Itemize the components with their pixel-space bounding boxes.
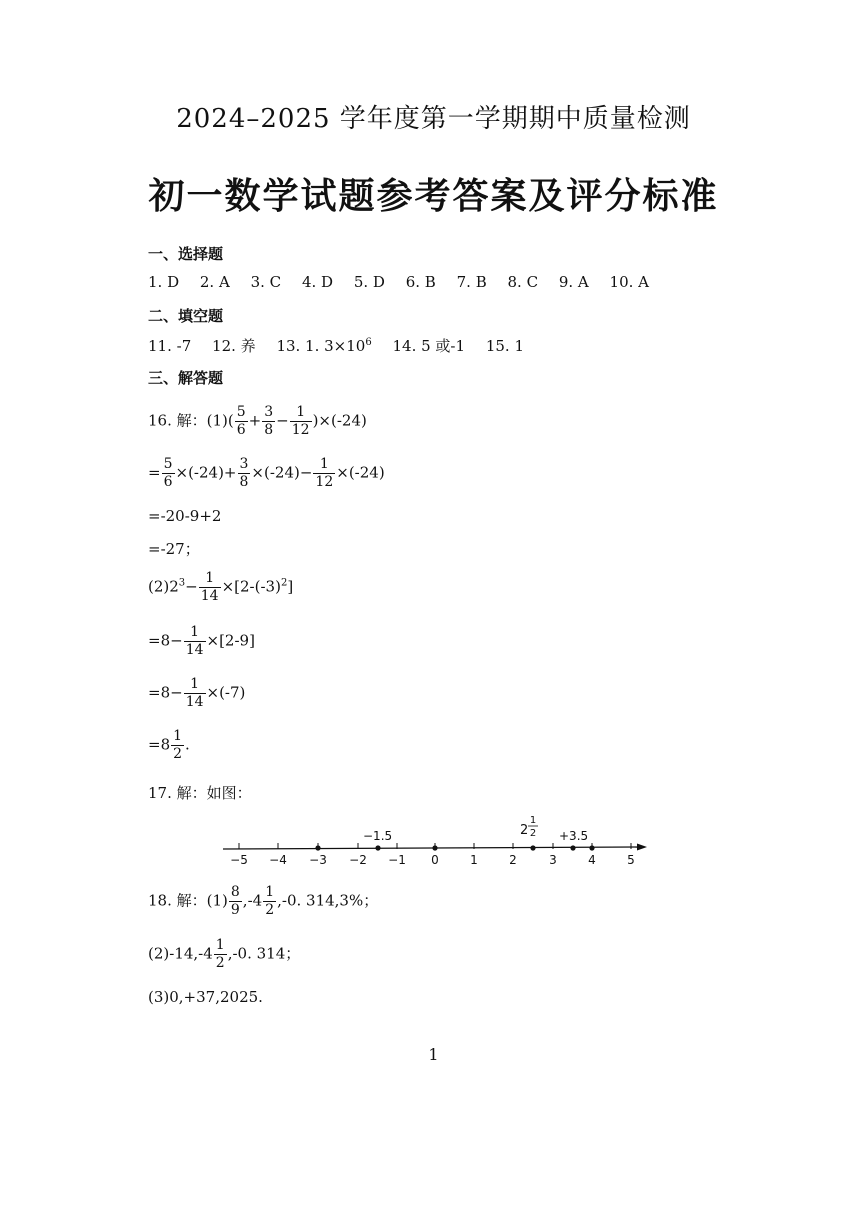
choice-answer: 10. A bbox=[609, 273, 650, 291]
choice-answer: 3. C bbox=[250, 273, 282, 291]
q16-line-2: = $\frac{5}{6}$ ×(-24)+ $\frac{3}{8}$ ×(-24)− $\frac{1}{12}$ ×(-24) bbox=[148, 456, 385, 490]
choice-answer: 6. B bbox=[405, 273, 436, 291]
tick-label: 3 bbox=[549, 853, 557, 867]
point-3-5 bbox=[570, 845, 575, 850]
tick-label: 5 bbox=[627, 853, 635, 867]
label-2-half-num: 1 bbox=[529, 815, 537, 826]
page-number: 1 bbox=[428, 1045, 439, 1064]
tick-label: −4 bbox=[269, 853, 287, 867]
point-2-5 bbox=[530, 845, 535, 850]
section-heading-choice: 一、选择题 bbox=[148, 245, 224, 263]
number-line-figure bbox=[215, 810, 655, 872]
label-2-half-whole: 2 bbox=[520, 823, 529, 838]
label-neg-1-5: −1.5 bbox=[363, 829, 393, 843]
fill-answer-12: 12. 养 bbox=[212, 337, 256, 355]
q16-line-8: =8 $\frac{1}{2}$ . bbox=[148, 728, 190, 762]
tick-label: 4 bbox=[588, 853, 596, 867]
q16-line-7: =8− $\frac{1}{14}$ ×(-7) bbox=[148, 676, 246, 710]
q16-line-3: =-20-9+2 bbox=[148, 507, 222, 525]
choice-answers bbox=[148, 273, 665, 291]
tick-label: −5 bbox=[230, 853, 248, 867]
point-neg-1-5 bbox=[375, 845, 380, 850]
fill-answer-11: 11. -7 bbox=[148, 337, 192, 355]
choice-answer: 5. D bbox=[353, 273, 385, 291]
q18-line-1: 18. 解：(1) $\frac{8}{9}$ ,-4 $\frac{1}{2}$ ,-0. 314,3%； bbox=[148, 884, 379, 918]
q16-line-4: =-27； bbox=[148, 540, 200, 558]
fill-answer-15: 15. 1 bbox=[485, 337, 524, 355]
choice-answer: 1. D bbox=[148, 273, 180, 291]
section-heading-solve: 三、解答题 bbox=[148, 369, 224, 387]
choice-answer: 9. A bbox=[558, 273, 589, 291]
tick-label: −1 bbox=[388, 853, 406, 867]
fill-answer-14: 14. 5 或-1 bbox=[392, 337, 466, 355]
choice-answer: 7. B bbox=[456, 273, 487, 291]
fill-answers bbox=[148, 335, 540, 356]
q16-line-6: =8− $\frac{1}{14}$ ×[2-9] bbox=[148, 624, 255, 658]
section-heading-fill: 二、填空题 bbox=[148, 307, 224, 325]
number-line-arrow bbox=[637, 844, 647, 851]
exam-subtitle: 2024–2025 学年度第一学期期中质量检测 bbox=[176, 104, 691, 134]
fill-answer-13: 13. 1. $3\times 10^6$ bbox=[276, 337, 372, 355]
choice-answer: 4. D bbox=[301, 273, 334, 291]
choice-answer: 2. A bbox=[199, 273, 230, 291]
q16-line-1: 16. 解：(1)( $\frac{5}{6}$ + $\frac{3}{8}$ − $\frac{1}{12}$ )×(-24) bbox=[148, 404, 367, 438]
tick-label: 0 bbox=[431, 853, 439, 867]
document-title: 初一数学试题参考答案及评分标准 bbox=[148, 175, 719, 217]
tick-label: 1 bbox=[470, 853, 478, 867]
point-neg-3 bbox=[315, 845, 320, 850]
point-0 bbox=[432, 845, 437, 850]
q16-line-5: $(2)2^3-$ $\frac{1}{14}$ $\times[2-(-3)^2]$ bbox=[148, 570, 294, 604]
q17-line: 17. 解：如图： bbox=[148, 784, 252, 802]
label-2-half-den: 2 bbox=[529, 828, 537, 839]
choice-answer: 8. C bbox=[507, 273, 539, 291]
tick-label: −3 bbox=[309, 853, 327, 867]
q18-line-3: (3)0,+37,2025. bbox=[148, 988, 263, 1006]
label-plus-3-5: +3.5 bbox=[559, 829, 589, 843]
point-4 bbox=[589, 845, 594, 850]
tick-label: 2 bbox=[509, 853, 517, 867]
tick-label: −2 bbox=[349, 853, 367, 867]
q18-line-2: (2)-14,-4 $\frac{1}{2}$ ,-0. 314； bbox=[148, 937, 301, 971]
